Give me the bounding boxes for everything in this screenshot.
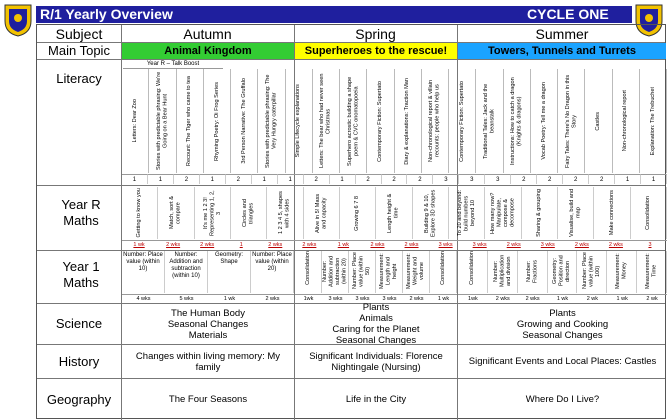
header-autumn: Autumn	[183, 25, 232, 42]
header-summer: Summer	[535, 25, 589, 42]
year-r-unit	[594, 187, 630, 239]
year1-unit	[403, 251, 430, 293]
year1-unit	[518, 251, 548, 293]
literacy-unit	[149, 69, 176, 173]
history-summer: Significant Events and Local Places: Castles	[468, 356, 657, 367]
literacy-units	[122, 69, 667, 185]
year1-unit-text: Number: Addition and subtraction (within 20)	[322, 255, 348, 287]
year-r-weeks: 1	[224, 240, 258, 249]
header-spring: Spring	[355, 25, 396, 42]
year-r-unit-text: Make connections	[608, 190, 615, 236]
literacy-unit	[531, 69, 558, 173]
literacy-unit	[367, 69, 394, 173]
literacy-weeks: 2	[304, 174, 330, 184]
row-label-science: Science	[55, 316, 103, 331]
year-r-unit-text: Circles and triangles	[242, 199, 255, 227]
literacy-weeks: 2	[226, 174, 252, 184]
literacy-weeks: 2	[174, 174, 200, 184]
year1-unit	[637, 251, 667, 293]
year1-unit	[607, 251, 637, 293]
year-r-unit	[195, 187, 231, 239]
header-subject: Subject	[55, 25, 103, 42]
year-r-unit-text: Match, sort & compare	[169, 196, 182, 230]
school-crest-left	[3, 3, 33, 37]
year1-weeks: 2 wks	[403, 294, 430, 302]
topic-autumn: Animal Kingdom	[122, 43, 294, 59]
year-r-weeks: 2 wks	[565, 240, 599, 249]
literacy-weeks: 2	[356, 174, 382, 184]
year-r-unit-text: 1 2 3 4 5, shapes with 4 sides	[278, 191, 291, 235]
science-spring-4: Seasonal Changes	[335, 335, 417, 346]
year-r-weeks: 1 wk	[122, 240, 156, 249]
year1-unit-text: Measurement: Length and height	[379, 253, 399, 289]
year1-unit	[458, 251, 488, 293]
literacy-unit-text: Castles	[595, 111, 602, 131]
year1-weeks: 4 wks	[122, 294, 165, 302]
year1-unit	[251, 251, 294, 293]
literacy-unit-text: Non-chronological report & villain recounts: people who help us	[428, 79, 441, 163]
year-r-weeks: 2 wks	[258, 240, 292, 249]
year1-unit	[295, 251, 322, 293]
year-r-unit	[558, 187, 594, 239]
year1-weeks: 1 wk	[607, 294, 637, 302]
year1-unit-text: Measurement: Weight and volume	[406, 253, 426, 289]
year-r-weeks: 2 wks	[190, 240, 224, 249]
literacy-unit	[258, 69, 285, 173]
year-r-unit	[304, 187, 340, 239]
literacy-unit	[204, 69, 231, 173]
literacy-unit	[395, 69, 422, 173]
year-r-unit-text: Consolidation	[645, 196, 652, 230]
year-r-weeks: 3 wks	[463, 240, 497, 249]
year1-unit-text: Number: Place value (within 10)	[123, 252, 163, 272]
literacy-weeks: 1	[641, 174, 667, 184]
year1-weeks: 1wk	[295, 294, 322, 302]
literacy-unit	[613, 69, 640, 173]
year-r-unit	[485, 187, 521, 239]
year1-weeks: 2 wk	[577, 294, 607, 302]
year-r-weeks: 3	[633, 240, 667, 249]
science-autumn-1: The Human Body	[171, 307, 245, 319]
literacy-unit-text: Stories with predictable phrasing: The Very Hungry caterpillar	[264, 74, 278, 168]
literacy-unit	[558, 69, 585, 173]
row-label-geography: Geography	[46, 391, 112, 407]
topic-spring: Superheroes to the rescue!	[295, 43, 457, 59]
science-summer-2: Growing and Cooking	[516, 318, 609, 330]
history-spring: Significant Individuals: Florence Nightingale (Nursing)	[309, 350, 443, 373]
talk-boost-label: Year R – Talk Boost	[123, 61, 223, 69]
year-r-weeks: 2 wks	[599, 240, 633, 249]
literacy-weeks: 2	[511, 174, 537, 184]
year1-weeks: 1 wk	[208, 294, 251, 302]
literacy-unit-text: Letters: Dear Zoo	[131, 99, 138, 143]
year1-weeks: 3 wks	[376, 294, 403, 302]
row-label-history: History	[58, 353, 100, 369]
literacy-unit	[313, 69, 340, 173]
literacy-unit-text: Stories with predictable phrasing: We're Going on a Bear Hunt	[155, 71, 169, 171]
literacy-weeks: 1	[252, 174, 278, 184]
literacy-unit	[286, 69, 313, 173]
topic-summer: Towers, Tunnels and Turrets	[458, 43, 666, 59]
literacy-unit	[340, 69, 367, 173]
year1-unit	[322, 251, 349, 293]
year1-unit	[376, 251, 403, 293]
year-r-unit-text: Building 9 & 10, Explore 3D shapes	[423, 189, 437, 237]
row-label-year-r-maths: Year R Maths	[61, 197, 101, 228]
year1-unit	[208, 251, 251, 293]
year1-unit	[488, 251, 518, 293]
year1-weeks: 3 wks	[322, 294, 349, 302]
year1-weeks: 2 wks	[251, 294, 294, 302]
year1-weeks: 1 wk	[548, 294, 578, 302]
year1-unit	[349, 251, 376, 293]
science-summer	[458, 304, 667, 344]
science-spring-2: Animals	[359, 313, 393, 324]
year-r-weeks: 2 wks	[497, 240, 531, 249]
science-spring-3: Caring for the Planet	[332, 324, 420, 335]
year1-unit-text: Number: Fractions	[525, 259, 539, 283]
literacy-weeks: 3	[485, 174, 511, 184]
literacy-unit	[231, 69, 258, 173]
science-autumn	[122, 304, 294, 344]
year-r-unit-text: Growing 6 7 8	[354, 195, 361, 231]
year1-unit	[548, 251, 578, 293]
row-label-literacy: Literacy	[56, 70, 102, 86]
literacy-unit-text: Simple Lifecycle explanations	[295, 84, 302, 158]
year1-unit-text: Geometry: Position and direction	[552, 255, 572, 287]
year-r-unit-text: To 20 and beyond: build numbers beyond 10	[456, 189, 476, 237]
year1-unit-text: Number: Addition and subtraction (within 10)	[169, 252, 203, 279]
literacy-unit-text: 3rd Person Narrative: The Gruffalo	[240, 78, 247, 164]
year-r-unit	[340, 187, 376, 239]
science-summer-1: Plants	[549, 307, 576, 319]
literacy-weeks: 2	[407, 174, 433, 184]
science-autumn-3: Materials	[188, 329, 228, 341]
geography-autumn: The Four Seasons	[168, 393, 248, 405]
year1-weeks: 2 wk	[637, 294, 667, 302]
literacy-weeks: 1	[122, 174, 148, 184]
year1-unit	[165, 251, 208, 293]
year1-unit-text: Number: Multiplication and division	[492, 254, 512, 288]
literacy-weeks: 1	[330, 174, 356, 184]
year-r-unit	[376, 187, 412, 239]
year-r-unit-text: How many now? Manipulate, compose & decompose	[489, 192, 516, 234]
science-spring	[295, 304, 457, 344]
literacy-unit-text: Rhyming Poetry: Oi Frog Series	[213, 81, 220, 161]
year-r-unit	[631, 187, 667, 239]
literacy-unit-text: Letters: The bear who had never seen Christmas	[319, 73, 332, 169]
literacy-unit	[476, 69, 503, 173]
literacy-unit	[177, 69, 204, 173]
year1-unit-text: Consolidation	[304, 251, 311, 285]
literacy-unit-text: Superhero acrostic building a shape poem & CVC onomatopoeia	[346, 76, 360, 166]
year1-weeks: 2 wks	[488, 294, 518, 302]
year-r-weeks: 3 wks	[429, 240, 463, 249]
year-r-unit-text: Alive in 5! Mass and capacity	[314, 193, 328, 233]
literacy-unit-text: Fairy Tales: There's No Dragon in this Story	[564, 74, 578, 168]
year-r-unit	[413, 187, 449, 239]
year1-unit-text: Consolidation	[439, 251, 446, 285]
literacy-weeks: 2	[537, 174, 563, 184]
year-r-weeks: 3 wks	[531, 240, 565, 249]
geography-spring: Life in the City	[345, 393, 407, 405]
literacy-weeks: 1	[278, 174, 304, 184]
year-r-weeks: 2 wks	[395, 240, 429, 249]
year1-weeks: 1wk	[458, 294, 488, 302]
year-r-unit-text: Visualise, build and map	[569, 188, 582, 238]
year-r-weeks: 2 wks	[292, 240, 326, 249]
year-r-weeks: 1 wk	[326, 240, 360, 249]
science-summer-3: Seasonal Changes	[522, 329, 603, 341]
year1-unit-text: Number: Place value (within 20)	[252, 252, 292, 272]
year-r-unit	[122, 187, 158, 239]
year-r-weeks: 2 wks	[360, 240, 394, 249]
year-r-unit-text: Getting to know you	[136, 188, 143, 238]
year1-weeks: 2 wks	[518, 294, 548, 302]
literacy-unit-text: Recount: The Tiger who came to tea	[186, 75, 193, 167]
year1-weeks: 5 wks	[165, 294, 208, 302]
literacy-unit	[585, 69, 612, 173]
literacy-weeks: 1	[148, 174, 174, 184]
literacy-unit	[122, 69, 149, 173]
literacy-unit-text: Non-chronological report	[622, 90, 629, 152]
year1-weeks: 3 wks	[349, 294, 376, 302]
year1-unit-text: Measurement: Money	[615, 253, 628, 289]
history-autumn: Changes within living memory: My family	[135, 350, 281, 373]
year1-unit	[430, 251, 457, 293]
page-title: R/1 Yearly Overview	[40, 6, 173, 22]
year1-maths-units	[122, 250, 667, 303]
literacy-weeks: 1	[615, 174, 641, 184]
science-spring-1: Plants	[362, 302, 390, 313]
year1-unit-text: Number: Place value (within 50)	[352, 252, 372, 290]
geography-summer: Where Do I Live?	[525, 393, 600, 405]
science-autumn-2: Seasonal Changes	[167, 318, 249, 330]
year-r-unit	[158, 187, 194, 239]
literacy-unit	[504, 69, 531, 173]
literacy-weeks: 2	[563, 174, 589, 184]
row-label-main-topic: Main Topic	[48, 43, 110, 58]
year-r-unit-text: It's me 1 2 3! Representing 1, 2, 3	[202, 190, 222, 236]
literacy-unit	[422, 69, 449, 173]
year-r-unit-text: Length height & time	[387, 193, 400, 233]
literacy-unit-text: Contemporary Fiction: Supertato	[377, 80, 384, 162]
year1-unit	[122, 251, 165, 293]
row-label-year1-maths: Year 1 Maths	[62, 259, 100, 290]
literacy-unit-text: Explanation: The Trebuchet	[649, 86, 656, 156]
literacy-weeks: 3	[459, 174, 485, 184]
year-r-weeks: 2 wks	[156, 240, 190, 249]
literacy-weeks: 1	[200, 174, 226, 184]
literacy-unit-text: Diary & explanations: Traction Man	[404, 77, 411, 165]
year-r-maths-units	[122, 185, 667, 250]
year-r-unit-text: Sharing & grouping	[536, 189, 543, 237]
literacy-weeks: 2	[382, 174, 408, 184]
year1-unit-text: Number: Place value (within 100)	[582, 252, 602, 290]
title-banner	[36, 6, 632, 23]
literacy-unit-text: Contemporary Fiction: Supertato	[458, 80, 465, 162]
year1-unit	[577, 251, 607, 293]
overview-table	[36, 24, 666, 419]
year-r-unit	[267, 187, 303, 239]
literacy-unit	[449, 69, 476, 173]
year1-unit-text: Measurement: Time	[645, 253, 658, 289]
year1-weeks: 1 wk	[430, 294, 457, 302]
literacy-weeks: 2	[589, 174, 615, 184]
literacy-unit	[640, 69, 667, 173]
year-r-unit	[231, 187, 267, 239]
year1-unit-text: Geometry: Shape	[214, 252, 243, 265]
year-r-unit	[449, 187, 485, 239]
year1-unit-text: Consolidation	[469, 251, 476, 285]
literacy-unit-text: Instructions: How to catch a dragon (Knights & dragons)	[510, 77, 523, 165]
literacy-weeks: 3	[433, 174, 459, 184]
cycle-label: CYCLE ONE	[527, 6, 609, 22]
literacy-unit-text: Traditional Tales: Jack and the beanstalk	[482, 83, 496, 159]
literacy-unit-text: Vocab Poetry: Tell me a dragon	[540, 82, 547, 160]
year-r-unit	[522, 187, 558, 239]
